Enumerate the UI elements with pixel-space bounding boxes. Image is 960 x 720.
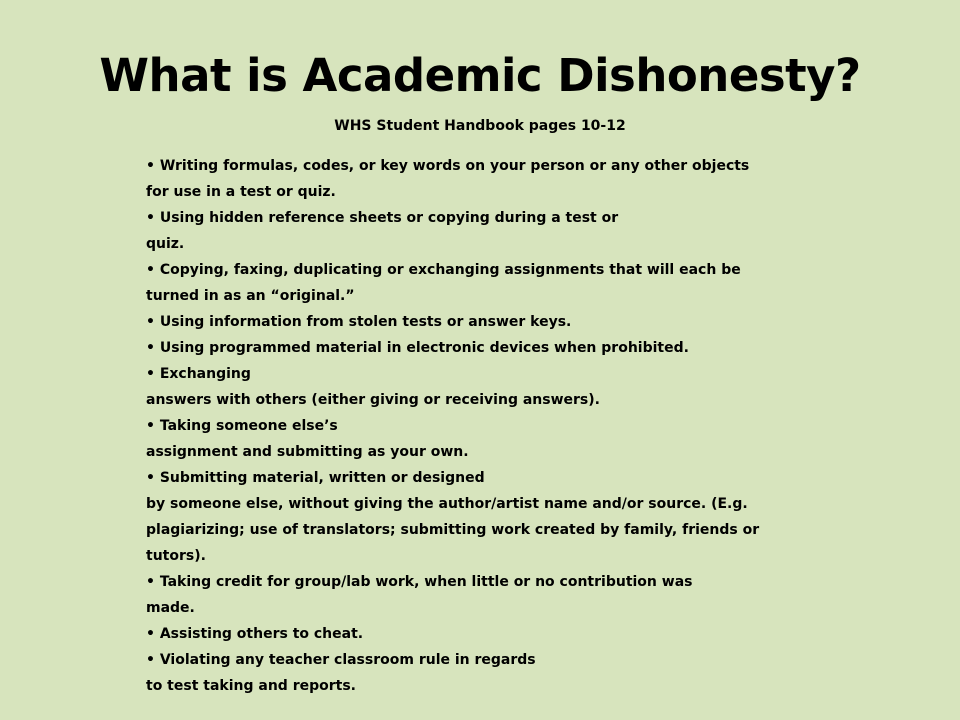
text-line: • Using hidden reference sheets or copying during a test or	[146, 210, 619, 226]
text-line: • Assisting others to cheat.	[146, 626, 364, 642]
text-line: • Taking someone else’s	[146, 418, 338, 434]
text-line: • Taking credit for group/lab work, when little or no contribution was	[146, 574, 693, 590]
slide-title: What is Academic Dishonesty?	[99, 49, 861, 102]
text-line: answers with others (either giving or receiving answers).	[146, 392, 600, 408]
text-line: • Writing formulas, codes, or key words on your person or any other objects	[146, 158, 750, 174]
text-line: • Submitting material, written or designed	[146, 470, 485, 486]
text-line: • Copying, faxing, duplicating or exchanging assignments that will each be	[146, 262, 741, 278]
text-line: • Using information from stolen tests or answer keys.	[146, 314, 572, 330]
text-line: by someone else, without giving the author/artist name and/or source. (E.g.	[146, 496, 748, 512]
text-line: to test taking and reports.	[146, 678, 356, 694]
text-line: • Using programmed material in electronic devices when prohibited.	[146, 340, 689, 356]
text-line: assignment and submitting as your own.	[146, 444, 469, 460]
bullet-list	[146, 153, 766, 699]
text-line: • Violating any teacher classroom rule in regards	[146, 652, 536, 668]
text-line: made.	[146, 600, 195, 616]
text-line: plagiarizing; use of translators; submitting work created by family, friends or	[146, 522, 760, 538]
text-line: quiz.	[146, 236, 185, 252]
text-line: for use in a test or quiz.	[146, 184, 336, 200]
text-line: tutors).	[146, 548, 206, 564]
text-line: • Exchanging	[146, 366, 251, 382]
text-line: turned in as an “original.”	[146, 288, 355, 304]
slide-subtitle: WHS Student Handbook pages 10-12	[334, 118, 626, 134]
